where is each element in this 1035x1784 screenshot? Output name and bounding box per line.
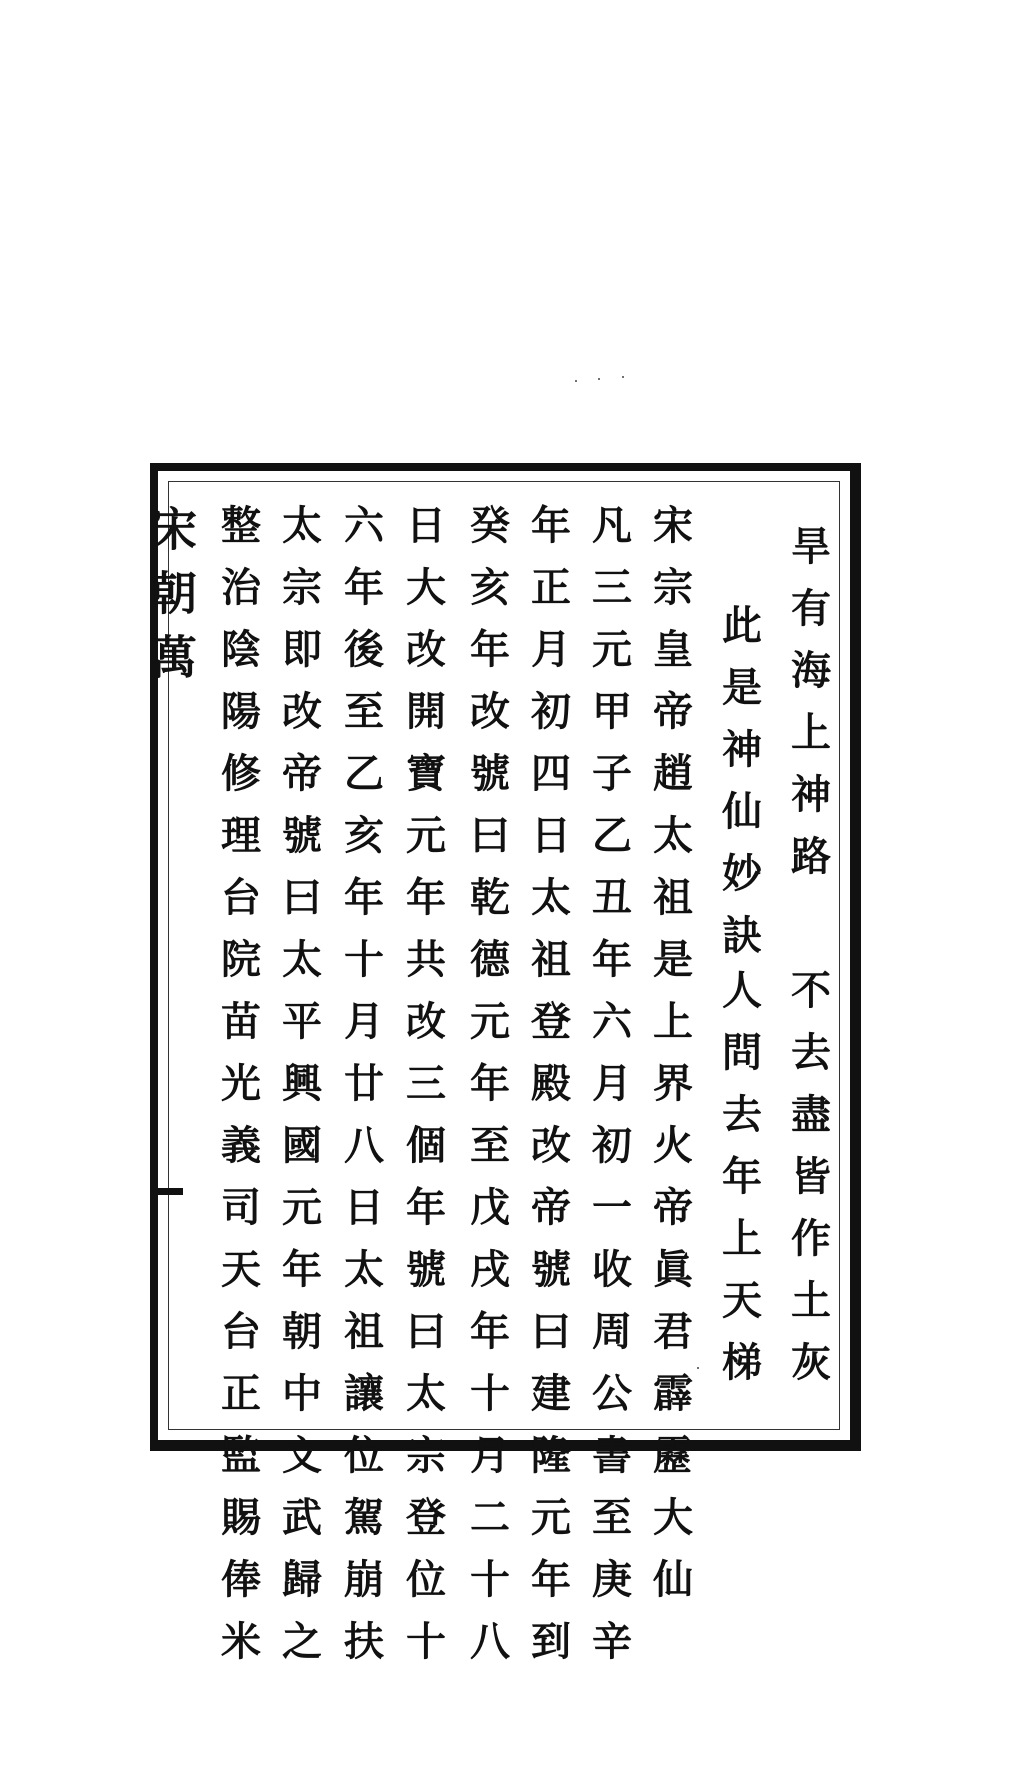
glyph: 仙 [722,788,762,835]
glyph: 年 [531,502,571,549]
glyph: 丑 [592,874,632,921]
glyph: 曰 [282,874,322,921]
glyph: 號 [406,1246,446,1293]
glyph: 德 [470,936,510,983]
glyph: 皆 [791,1153,831,1200]
glyph: 位 [344,1432,384,1479]
glyph: 月 [531,626,571,673]
glyph: 上 [722,1215,762,1262]
glyph: 到 [531,1618,571,1665]
glyph: 靂 [653,1432,693,1479]
text-column-4 [718,960,766,1394]
glyph: 司 [221,1184,261,1231]
glyph: 太 [531,874,571,921]
glyph: 十 [344,936,384,983]
glyph: 年 [470,1308,510,1355]
glyph: 乾 [470,874,510,921]
glyph: 曰 [531,1308,571,1355]
glyph: 神 [791,771,831,818]
glyph: 界 [653,1060,693,1107]
text-column-5 [649,495,697,1611]
glyph: 凡 [592,502,632,549]
glyph: 號 [282,812,322,859]
glyph: 八 [470,1618,510,1665]
text-column-12 [217,495,265,1673]
glyph: 殿 [531,1060,571,1107]
glyph: 灰 [791,1339,831,1386]
glyph: 俸 [221,1556,261,1603]
glyph: 文 [282,1432,322,1479]
glyph: 年 [531,1556,571,1603]
glyph: 日 [406,502,446,549]
glyph: 米 [221,1618,261,1665]
glyph: 陰 [221,626,261,673]
glyph: 初 [592,1122,632,1169]
glyph: 月 [592,1060,632,1107]
glyph: 年 [470,626,510,673]
glyph: 問 [722,1029,762,1076]
glyph: 十 [470,1370,510,1417]
glyph: 霹 [653,1370,693,1417]
glyph: 讓 [344,1370,384,1417]
glyph: 開 [406,688,446,735]
glyph: 隆 [531,1432,571,1479]
glyph: 乙 [344,750,384,797]
glyph: 廿 [344,1060,384,1107]
glyph: 元 [531,1494,571,1541]
glyph: 即 [282,626,322,673]
glyph: 曰 [406,1308,446,1355]
glyph: 武 [282,1494,322,1541]
glyph: 十 [470,1556,510,1603]
glyph: 八 [344,1122,384,1169]
glyph: 四 [531,750,571,797]
glyph: 君 [653,1308,693,1355]
glyph: 太 [344,1246,384,1293]
glyph: 扶 [344,1618,384,1665]
glyph: 義 [221,1122,261,1169]
glyph: 年 [406,1184,446,1231]
glyph: 至 [470,1122,510,1169]
glyph: 改 [406,998,446,1045]
glyph: 元 [592,626,632,673]
glyph: 有 [791,585,831,632]
glyph: 年 [406,874,446,921]
glyph: 改 [470,688,510,735]
glyph: 中 [282,1370,322,1417]
glyph: 祖 [653,874,693,921]
glyph: 路 [791,833,831,880]
glyph: 趙 [653,750,693,797]
glyph: 收 [592,1246,632,1293]
glyph: 崩 [344,1556,384,1603]
print-speck [622,376,624,378]
glyph: 妙 [722,850,762,897]
glyph: 甲 [592,688,632,735]
glyph: 周 [592,1308,632,1355]
glyph: 上 [653,998,693,1045]
glyph: 年 [344,564,384,611]
glyph: 朝 [282,1308,322,1355]
glyph: 初 [531,688,571,735]
glyph: 旱 [791,523,831,570]
glyph: 海 [791,647,831,694]
glyph: 天 [722,1277,762,1324]
glyph: 歸 [282,1556,322,1603]
text-column-10 [340,495,388,1673]
glyph: 共 [406,936,446,983]
glyph: 太 [282,502,322,549]
glyph: 帝 [653,688,693,735]
glyph: 改 [406,626,446,673]
text-column-9 [402,495,450,1673]
glyph: 至 [344,688,384,735]
margin-mark [155,1188,183,1195]
glyph: 上 [791,709,831,756]
glyph: 作 [791,1215,831,1262]
glyph: 號 [531,1246,571,1293]
glyph: 仙 [653,1556,693,1603]
text-column-1 [787,516,835,888]
glyph: 月 [470,1432,510,1479]
glyph: 三 [592,564,632,611]
glyph: 書 [592,1432,632,1479]
glyph: 正 [531,564,571,611]
text-column-2 [718,595,766,967]
glyph: 大 [406,564,446,611]
glyph: 是 [722,664,762,711]
print-speck [575,380,577,382]
glyph: 盡 [791,1091,831,1138]
glyph: 元 [470,998,510,1045]
glyph: 一 [592,1184,632,1231]
glyph: 個 [406,1122,446,1169]
glyph: 年 [344,874,384,921]
glyph: 庚 [592,1556,632,1603]
glyph: 祖 [531,936,571,983]
glyph: 祖 [344,1308,384,1355]
text-column-6 [588,495,636,1673]
glyph: 之 [282,1618,322,1665]
glyph: 癸 [470,502,510,549]
glyph: 院 [221,936,261,983]
glyph: 號 [470,750,510,797]
glyph: 陽 [221,688,261,735]
glyph: 改 [282,688,322,735]
glyph: 太 [406,1370,446,1417]
glyph: 去 [722,1091,762,1138]
glyph: 神 [722,726,762,773]
print-speck [697,1367,699,1369]
glyph: 元 [282,1184,322,1231]
glyph: 修 [221,750,261,797]
glyph: 曰 [470,812,510,859]
glyph: 二 [470,1494,510,1541]
print-speck [598,378,600,380]
glyph: 賜 [221,1494,261,1541]
glyph: 天 [221,1246,261,1293]
glyph: 梯 [722,1339,762,1386]
glyph: 年 [592,936,632,983]
glyph: 不 [791,967,831,1014]
glyph: 登 [531,998,571,1045]
text-column-3 [787,960,835,1394]
glyph: 帝 [282,750,322,797]
glyph: 平 [282,998,322,1045]
glyph: 此 [722,602,762,649]
glyph: 建 [531,1370,571,1417]
text-column-8 [466,495,514,1673]
glyph: 大 [653,1494,693,1541]
glyph: 月 [344,998,384,1045]
glyph: 興 [282,1060,322,1107]
glyph: 戊 [470,1184,510,1231]
glyph: 至 [592,1494,632,1541]
glyph: 位 [406,1556,446,1603]
glyph: 六 [592,998,632,1045]
glyph: 眞 [653,1246,693,1293]
glyph: 治 [221,564,261,611]
glyph: 宋 [653,502,693,549]
glyph: 帝 [531,1184,571,1231]
glyph: 去 [791,1029,831,1076]
glyph: 太 [653,812,693,859]
glyph: 亥 [470,564,510,611]
glyph: 戌 [470,1246,510,1293]
glyph: 元 [406,812,446,859]
margin-title: 宋朝萬 [144,505,198,697]
glyph: 乙 [592,812,632,859]
glyph: 火 [653,1122,693,1169]
glyph: 三 [406,1060,446,1107]
glyph: 苗 [221,998,261,1045]
glyph: 後 [344,626,384,673]
glyph: 台 [221,874,261,921]
glyph: 訣 [722,912,762,959]
glyph: 皇 [653,626,693,673]
glyph: 駕 [344,1494,384,1541]
glyph: 宗 [282,564,322,611]
glyph: 辛 [592,1618,632,1665]
glyph: 年 [722,1153,762,1200]
text-column-7 [527,495,575,1673]
glyph: 日 [531,812,571,859]
glyph: 寶 [406,750,446,797]
glyph: 年 [470,1060,510,1107]
glyph: 帝 [653,1184,693,1231]
glyph: 正 [221,1370,261,1417]
glyph: 理 [221,812,261,859]
glyph: 整 [221,502,261,549]
glyph: 六 [344,502,384,549]
glyph: 台 [221,1308,261,1355]
glyph: 公 [592,1370,632,1417]
glyph: 日 [344,1184,384,1231]
glyph: 是 [653,936,693,983]
glyph: 年 [282,1246,322,1293]
glyph: 登 [406,1494,446,1541]
glyph: 太 [282,936,322,983]
glyph: 光 [221,1060,261,1107]
glyph: 宗 [653,564,693,611]
glyph: 改 [531,1122,571,1169]
glyph: 土 [791,1277,831,1324]
glyph: 子 [592,750,632,797]
glyph: 人 [722,967,762,1014]
glyph: 十 [406,1618,446,1665]
glyph: 宗 [406,1432,446,1479]
glyph: 國 [282,1122,322,1169]
glyph: 亥 [344,812,384,859]
text-column-11 [278,495,326,1673]
glyph: 監 [221,1432,261,1479]
